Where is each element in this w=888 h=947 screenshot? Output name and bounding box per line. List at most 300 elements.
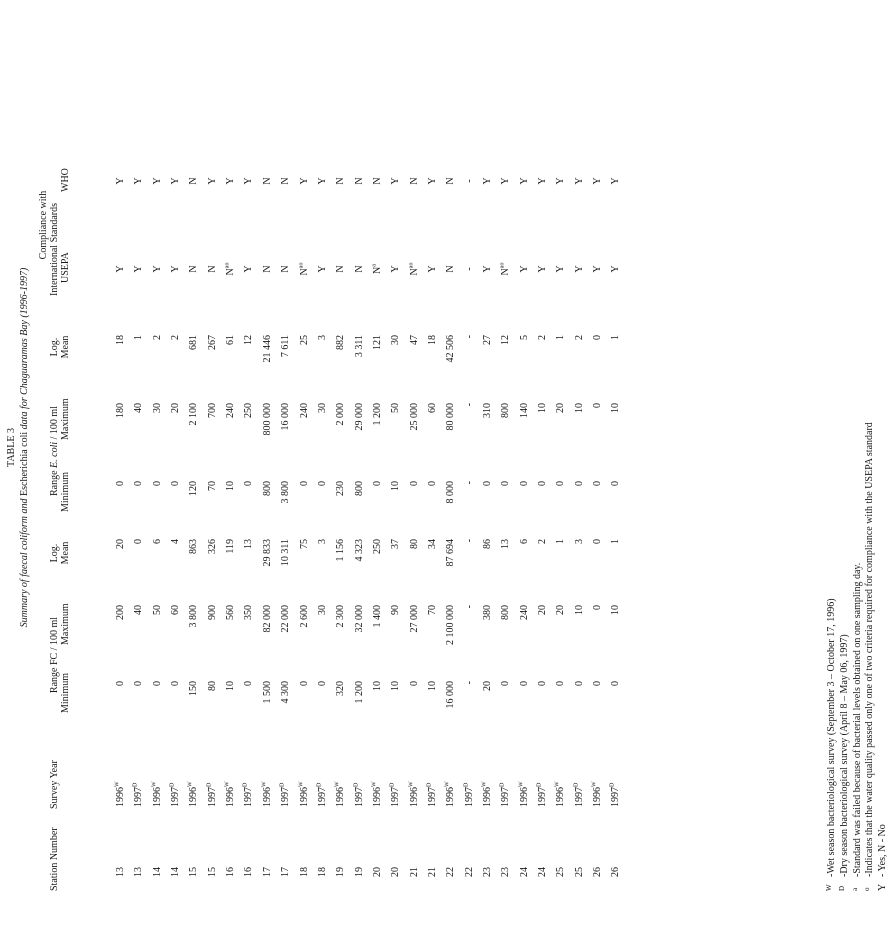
cell-text: 0: [610, 681, 622, 686]
table-subtitle: [19, 0, 30, 895]
cell-text: 1997: [316, 787, 328, 807]
cell-text: 10: [390, 481, 402, 491]
cell-text: 900: [206, 605, 218, 620]
cell-fc-min: [335, 681, 346, 761]
cell-fc-min: [243, 681, 254, 761]
cell-who: [170, 161, 181, 201]
cell-ec-mean: [152, 335, 163, 415]
cell-station: [133, 867, 144, 947]
cell-text: Y: [390, 177, 402, 185]
cell-text: 12: [500, 335, 512, 345]
cell-text: 1 200: [353, 681, 365, 704]
cell-ec-max: [427, 403, 438, 483]
cell-text: 0: [537, 681, 549, 686]
header-mean-2: Mean: [60, 335, 71, 359]
cell-text: Y: [482, 265, 493, 273]
cell-text: 27 000: [408, 605, 420, 633]
cell-fc-min: [280, 681, 291, 761]
header-ec-min: Minimum: [60, 471, 71, 512]
cell-text: 0: [151, 681, 163, 686]
cell-text: 200: [115, 605, 126, 620]
cell-text: 120: [188, 481, 200, 496]
cell-fc-min: [427, 681, 438, 761]
cell-ec-mean: [390, 335, 401, 415]
cell-year: [280, 783, 291, 807]
cell-text: N: [408, 177, 420, 185]
cell-usepa: [335, 249, 346, 289]
cell-ec-min: [592, 481, 603, 561]
cell-station: [555, 867, 566, 947]
cell-text: 25 000: [408, 403, 420, 431]
cell-usepa: [409, 249, 420, 289]
cell-ec-min: [188, 481, 199, 561]
cell-who: [280, 161, 291, 201]
cell-text: 800: [261, 481, 273, 496]
header-fc-min: Minimum: [60, 672, 71, 713]
cell-superscript: D: [389, 782, 396, 787]
footnote-line: [852, 563, 863, 891]
cell-text: 0: [170, 481, 182, 486]
cell-text: 10: [537, 403, 549, 413]
cell-text: 17: [280, 867, 292, 877]
cell-fc-min: [592, 681, 603, 761]
cell-ec-mean: [133, 335, 144, 415]
cell-superscript: W: [188, 781, 195, 787]
cell-text: 15: [188, 867, 200, 877]
cell-text: 0: [555, 481, 567, 486]
header-compliance-1: Compliance with: [38, 190, 49, 260]
cell-superscript: D: [133, 782, 140, 787]
cell-station: [537, 867, 548, 947]
cell-text: 10: [426, 681, 438, 691]
cell-fc-min: [574, 681, 585, 761]
cell-ec-mean: [445, 335, 456, 415]
cell-who: [354, 161, 365, 201]
cell-text: 30: [316, 605, 328, 615]
cell-year: [537, 783, 548, 807]
cell-text: 1996: [445, 787, 457, 807]
cell-text: 1997: [610, 787, 622, 807]
cell-text: 1997: [280, 787, 292, 807]
cell-text: 240: [298, 403, 310, 418]
cell-text: 3: [316, 335, 328, 340]
header-station: Station Number: [49, 827, 60, 891]
cell-text: 27: [482, 335, 493, 345]
cell-ec-mean: [500, 335, 511, 415]
cell-text: 7 611: [280, 335, 292, 358]
cell-station: [427, 867, 438, 947]
cell-text: 800: [500, 605, 512, 620]
cell-who: [133, 161, 144, 201]
cell-text: 1996: [225, 787, 237, 807]
cell-usepa: [207, 249, 218, 289]
cell-superscript: W: [334, 781, 341, 787]
cell-fc-min: [445, 681, 456, 761]
cell-usepa: [243, 249, 254, 289]
cell-text: 0: [316, 481, 328, 486]
cell-station: [317, 867, 328, 947]
cell-text: 21 446: [261, 335, 273, 363]
cell-station: [280, 867, 291, 947]
cell-text: 1 500: [261, 681, 273, 704]
cell-usepa: [500, 249, 511, 289]
cell-text: Y: [537, 265, 549, 273]
cell-text: Y: [316, 177, 328, 185]
cell-superscript: D: [573, 782, 580, 787]
cell-usepa: [610, 249, 621, 289]
footnote-mark: a: [850, 887, 859, 891]
cell-text: 119: [225, 539, 237, 554]
cell-ec-mean: [409, 335, 420, 415]
cell-text: 29 833: [261, 539, 273, 567]
cell-text: Y: [537, 177, 549, 185]
cell-text: 150: [188, 681, 200, 696]
cell-text: 380: [482, 605, 493, 620]
cell-text: 0: [500, 681, 512, 686]
header-range-ec: [49, 381, 60, 521]
cell-ec-min: [500, 481, 511, 561]
cell-station: [152, 867, 163, 947]
cell-text: 0: [133, 681, 145, 686]
cell-text: 1997: [170, 787, 182, 807]
cell-text: 13: [243, 539, 255, 549]
cell-text: Y: [133, 177, 145, 185]
cell-text: 13: [500, 539, 512, 549]
cell-text: Y: [610, 265, 622, 273]
cell-ec-mean: [372, 335, 383, 415]
cell-text: 14: [170, 867, 182, 877]
cell-superscript: D: [353, 782, 360, 787]
cell-superscript: a: [371, 264, 378, 267]
cell-fc-min: [152, 681, 163, 761]
cell-station: [372, 867, 383, 947]
cell-text: 15: [206, 867, 218, 877]
cell-text: 24: [537, 867, 549, 877]
cell-ec-mean: [482, 335, 493, 415]
cell-text: 1: [610, 539, 622, 544]
cell-who: [555, 161, 566, 201]
cell-text: -: [463, 481, 475, 485]
cell-text: N: [280, 265, 292, 273]
cell-text: 13: [133, 867, 145, 877]
cell-text: 21: [408, 867, 420, 877]
header-year: Survey Year: [49, 760, 60, 809]
cell-text: 20: [170, 403, 182, 413]
cell-text: 2: [537, 539, 549, 544]
cell-text: 230: [335, 481, 347, 496]
cell-text: N: [445, 265, 457, 273]
cell-text: 1: [610, 335, 622, 340]
cell-station: [445, 867, 456, 947]
cell-text: 1996: [592, 787, 604, 807]
cell-text: 250: [371, 539, 383, 554]
cell-year: [519, 781, 530, 807]
cell-text: 0: [243, 681, 255, 686]
cell-text: 0: [408, 481, 420, 486]
cell-text: Y: [115, 177, 126, 185]
cell-text: Y: [115, 265, 126, 273]
cell-text: 250: [243, 403, 255, 418]
cell-text: 80: [206, 681, 218, 691]
cell-superscript: D: [426, 782, 433, 787]
cell-fc-min: [610, 681, 621, 761]
cell-text: 22: [445, 867, 457, 877]
cell-text: 82 000: [261, 605, 273, 633]
cell-ec-min: [115, 481, 126, 561]
range-ec-prefix: Range: [49, 467, 60, 496]
cell-text: 1997: [133, 787, 145, 807]
cell-text: 800 000: [261, 403, 273, 436]
cell-text: 34: [426, 539, 438, 549]
cell-text: 1996: [555, 787, 567, 807]
cell-text: -: [463, 681, 475, 685]
cell-text: Y: [555, 177, 567, 185]
cell-ec-min: [152, 481, 163, 561]
cell-text: 10: [225, 481, 237, 491]
cell-text: 16: [225, 867, 237, 877]
cell-year: [152, 781, 163, 807]
cell-ec-min: [299, 481, 310, 561]
cell-ec-min: [207, 481, 218, 561]
cell-year: [574, 783, 585, 807]
cell-text: 0: [592, 681, 604, 686]
cell-text: 16 000: [445, 681, 457, 709]
cell-text: 10: [573, 605, 585, 615]
cell-text: 18: [426, 335, 438, 345]
cell-station: [207, 867, 218, 947]
cell-ec-mean: [317, 335, 328, 415]
cell-text: 0: [170, 681, 182, 686]
cell-ec-max: [225, 403, 236, 483]
cell-text: N: [371, 266, 383, 274]
cell-text: -: [463, 605, 475, 609]
cell-text: 1996: [482, 787, 493, 807]
cell-who: [610, 161, 621, 201]
cell-text: 0: [592, 605, 604, 610]
footnote-text: - Yes, N - No: [877, 824, 888, 877]
cell-who: [115, 161, 126, 201]
cell-text: 10 311: [280, 539, 292, 567]
cell-text: Y: [592, 265, 604, 273]
cell-text: 29 000: [353, 403, 365, 431]
cell-text: 700: [206, 403, 218, 418]
cell-text: 22: [463, 867, 475, 877]
cell-ec-min: [317, 481, 328, 561]
cell-fc-min: [519, 681, 530, 761]
cell-year: [445, 781, 456, 807]
cell-text: 1 400: [371, 605, 383, 628]
cell-text: 4: [170, 539, 182, 544]
cell-text: N: [371, 177, 383, 185]
cell-text: 0: [298, 681, 310, 686]
cell-text: Y: [610, 177, 622, 185]
cell-ec-mean: [299, 335, 310, 415]
cell-text: Y: [390, 265, 402, 273]
cell-text: 26: [610, 867, 622, 877]
footnote-line: [839, 634, 850, 891]
cell-text: 0: [592, 539, 604, 544]
cell-text: 0: [371, 481, 383, 486]
cell-ec-max: [555, 403, 566, 483]
cell-text: 37: [390, 539, 402, 549]
cell-text: 0: [408, 681, 420, 686]
cell-text: 80: [408, 539, 420, 549]
cell-text: 240: [518, 605, 530, 620]
cell-ec-min: [354, 481, 365, 561]
cell-text: 1: [555, 335, 567, 340]
cell-ec-mean: [335, 335, 346, 415]
cell-year: [610, 783, 621, 807]
header-usepa: USEPA: [60, 252, 71, 283]
cell-superscript: D: [279, 782, 286, 787]
cell-superscript: W: [408, 781, 415, 787]
cell-ec-min: [243, 481, 254, 561]
cell-text: 1997: [243, 787, 255, 807]
cell-who: [519, 161, 530, 201]
cell-text: 19: [335, 867, 347, 877]
cell-text: N: [188, 265, 200, 273]
cell-usepa: [262, 249, 273, 289]
cell-superscript: D: [316, 782, 323, 787]
cell-text: 0: [316, 681, 328, 686]
cell-text: 0: [537, 481, 549, 486]
cell-text: Y: [170, 265, 182, 273]
cell-who: [409, 161, 420, 201]
cell-text: -: [463, 539, 475, 543]
cell-ec-min: [610, 481, 621, 561]
cell-ec-mean: [537, 335, 548, 415]
cell-ec-min: [482, 481, 493, 561]
cell-text: 23: [500, 867, 512, 877]
cell-text: 560: [225, 605, 237, 620]
cell-text: 20: [115, 539, 126, 549]
cell-text: 0: [151, 481, 163, 486]
cell-ec-min: [225, 481, 236, 561]
header-who: WHO: [60, 168, 71, 192]
cell-usepa: [482, 249, 493, 289]
table-title: TABLE 3: [6, 428, 17, 467]
cell-text: 20: [482, 681, 493, 691]
cell-text: 24: [518, 867, 530, 877]
cell-station: [519, 867, 530, 947]
cell-text: N: [335, 177, 347, 185]
cell-text: 1996: [518, 787, 530, 807]
cell-ec-mean: [262, 335, 273, 415]
cell-station: [115, 867, 126, 947]
cell-text: 0: [573, 481, 585, 486]
cell-ec-min: [409, 481, 420, 561]
cell-station: [500, 867, 511, 947]
cell-text: 10: [610, 403, 622, 413]
cell-superscript: W: [151, 781, 158, 787]
cell-who: [482, 161, 493, 201]
cell-text: 0: [592, 335, 604, 340]
cell-text: N: [225, 268, 237, 276]
cell-station: [225, 867, 236, 947]
cell-ec-min: [537, 481, 548, 561]
header-compliance-2: International Standards: [49, 202, 60, 296]
cell-ec-max: [170, 403, 181, 483]
cell-text: -: [463, 335, 475, 339]
cell-year: [482, 781, 493, 807]
cell-text: 30: [316, 403, 328, 413]
cell-text: 1997: [353, 787, 365, 807]
cell-fc-min: [555, 681, 566, 761]
cell-text: 1996: [335, 787, 347, 807]
cell-ec-max: [409, 403, 420, 483]
cell-ec-min: [555, 481, 566, 561]
cell-who: [427, 161, 438, 201]
cell-station: [243, 867, 254, 947]
cell-usepa: [225, 249, 236, 289]
cell-ec-mean: [280, 335, 291, 415]
cell-ec-mean: [555, 335, 566, 415]
cell-text: 1996: [151, 787, 163, 807]
cell-usepa: [354, 249, 365, 289]
cell-text: 1: [555, 539, 567, 544]
cell-text: 0: [133, 481, 145, 486]
range-ec-italic: E. coli: [49, 441, 60, 468]
cell-text: 0: [610, 481, 622, 486]
cell-text: -: [463, 267, 475, 271]
cell-superscript: D: [169, 782, 176, 787]
cell-text: N: [261, 177, 273, 185]
cell-text: 1996: [261, 787, 273, 807]
cell-usepa: [574, 249, 585, 289]
cell-text: 0: [426, 481, 438, 486]
cell-text: 60: [170, 605, 182, 615]
cell-who: [537, 161, 548, 201]
cell-text: 19: [353, 867, 365, 877]
cell-text: 326: [206, 539, 218, 554]
cell-text: N: [188, 177, 200, 185]
cell-text: 1997: [463, 787, 475, 807]
cell-text: 50: [151, 605, 163, 615]
cell-station: [390, 867, 401, 947]
cell-superscript: W: [518, 781, 525, 787]
cell-text: 2 600: [298, 605, 310, 628]
cell-ec-max: [335, 403, 346, 483]
cell-fc-min: [409, 681, 420, 761]
cell-text: 0: [133, 539, 145, 544]
range-ec-suffix: / 100 ml: [49, 406, 60, 442]
cell-text: 1996: [371, 787, 383, 807]
cell-text: 0: [592, 403, 604, 408]
cell-ec-max: [500, 403, 511, 483]
cell-superscript: W: [444, 781, 451, 787]
cell-text: 1997: [573, 787, 585, 807]
cell-text: Y: [426, 265, 438, 273]
cell-text: 90: [390, 605, 402, 615]
cell-fc-min: [225, 681, 236, 761]
cell-text: 8 000: [445, 481, 457, 504]
cell-ec-mean: [519, 335, 530, 415]
cell-fc-min: [537, 681, 548, 761]
cell-who: [299, 161, 310, 201]
cell-text: N: [261, 265, 273, 273]
cell-fc-min: [354, 681, 365, 761]
cell-text: 0: [115, 681, 126, 686]
cell-superscript: D: [536, 782, 543, 787]
cell-text: 40: [133, 605, 145, 615]
cell-usepa: [133, 249, 144, 289]
cell-station: [354, 867, 365, 947]
cell-text: 10: [371, 681, 383, 691]
cell-ec-max: [115, 403, 126, 483]
cell-text: 1997: [537, 787, 549, 807]
cell-ec-max: [445, 403, 456, 483]
cell-ec-max: [592, 403, 603, 483]
